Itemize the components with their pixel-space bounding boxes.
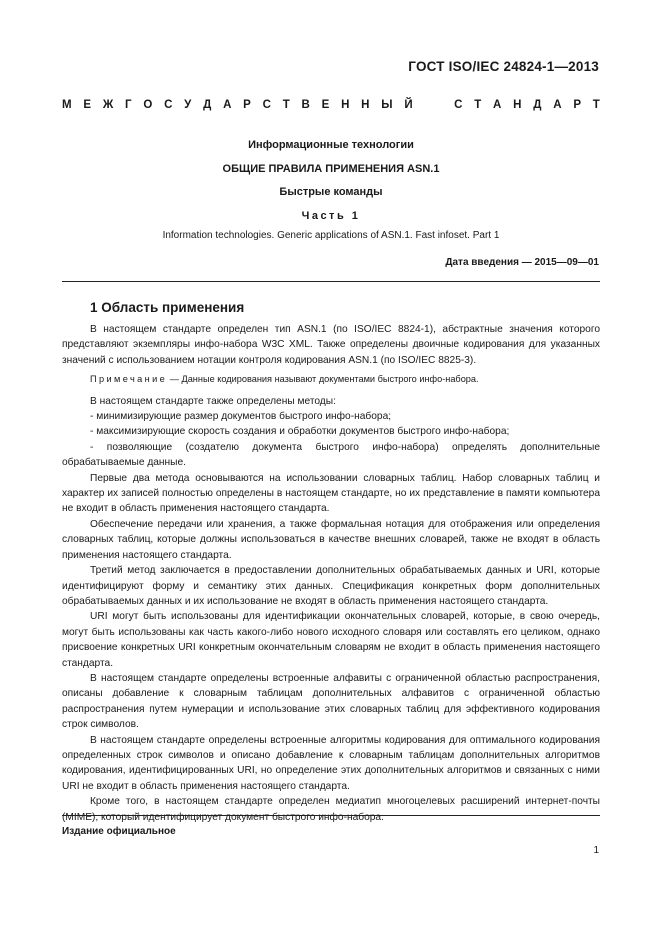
standard-type-letter: Т	[282, 99, 290, 111]
paragraph: Кроме того, в настоящем стандарте определен медиатип многоцелевых расширений интернет-почты (MIME), который идентифицирует документ быстрого инфо-набора.	[62, 796, 600, 823]
title-english: Information technologies. Generic applications of ASN.1. Fast infoset. Part 1	[162, 229, 500, 241]
paragraph: В настоящем стандарте также определены методы:	[90, 395, 336, 407]
section-title: 1 Область применения	[90, 300, 245, 315]
standard-type-letter: С	[262, 99, 271, 111]
title-block	[62, 139, 600, 242]
paragraph: Обеспечение передачи или хранения, а также формальная нотация для отображения или определения словарных таблиц, которые должны использоваться в качестве внешних словарей, также не входят в область применения настоящего стандарта.	[62, 518, 600, 561]
standard-type-letter: М	[62, 99, 72, 111]
standard-type-letter: А	[493, 99, 502, 111]
note-text: — Данные кодирования называют документами быстрого инфо-набора.	[167, 374, 479, 385]
standard-type-letter: Н	[361, 99, 370, 111]
standard-type-letter: А	[223, 99, 232, 111]
note-label: Примечание	[90, 374, 168, 385]
standard-type-letter: Д	[533, 99, 542, 111]
title-subject: Информационные технологии	[248, 139, 414, 151]
standard-type-letter: С	[454, 99, 463, 111]
standard-type-letter: Ы	[381, 99, 393, 111]
standard-type-letter: Н	[341, 99, 350, 111]
standard-type-letter: Д	[203, 99, 212, 111]
title-main: ОБЩИЕ ПРАВИЛА ПРИМЕНЕНИЯ ASN.1	[222, 162, 440, 175]
list-item: - позволяющие (создателю документа быстрого инфо-набора) определять дополнительные обрабатываемые данные.	[62, 441, 600, 469]
paragraph: В настоящем стандарте определены встроенные алфавиты с ограниченной областью распространения, описаны добавление к словарным таблицам дополнительных алфавитов с ограниченной областью распространения путем нумерации и использование этих словарных таблиц для эффективного кодирования строк символов.	[62, 672, 600, 731]
standard-type-letter: Н	[513, 99, 522, 111]
standard-type-letter: Т	[474, 99, 482, 111]
standard-type-letter: В	[301, 99, 310, 111]
list-item: - минимизирующие размер документов быстрого инфо-набора;	[90, 411, 392, 423]
footer-divider	[62, 815, 600, 816]
standard-type-letter: Ж	[102, 99, 114, 111]
standard-type-letter: А	[553, 99, 562, 111]
paragraph: URI могут быть использованы для идентификации окончательных словарей, которые, в свою очередь, могут быть использованы как часть какого-либо нового исходного словаря или составлять его целиком, однако присвоение конкретных URI конкретным окончательным словарям не входит в область применения настоящего стандарта.	[62, 611, 600, 669]
section-body	[62, 322, 600, 825]
standard-type-heading	[62, 99, 600, 111]
standard-type-letter: Р	[243, 99, 251, 111]
list-item: - максимизирующие скорость создания и обработки документов быстрого инфо-набора;	[90, 426, 510, 438]
standard-type-letter: Т	[592, 99, 600, 111]
paragraph: Третий метод заключается в предоставлении дополнительных обрабатываемых данных и URI, которые идентифицируют форму и семантику этих данных. Спецификация конкретных форм дополнительных обрабатываемых данных и их использование не входят в область применения настоящего стандарта.	[62, 565, 600, 607]
introduction-date: Дата введения — 2015—09—01	[445, 257, 599, 268]
document-code: ГОСТ ISO/IEC 24824-1—2013	[408, 59, 599, 74]
standard-type-letter: Е	[321, 99, 330, 111]
standard-type-letter: Е	[83, 99, 92, 111]
page-number: 1	[593, 845, 599, 856]
word-gap	[424, 99, 442, 111]
title-part: Часть 1	[301, 209, 361, 222]
paragraph: Первые два метода основываются на использовании словарных таблиц. Набор словарных таблиц и характер их записей полностью определены в настоящем стандарте, но их представление в памяти компьютера не входит в область применения настоящего стандарта.	[62, 472, 600, 515]
paragraph: В настоящем стандарте определены встроенные алгоритмы кодирования для оптимального кодирования определенных строк символов и описано добавление к словарным таблицам дополнительных алгоритмов кодирования, идентифицированных URI, но определение этих дополнительных алгоритмов и связанных с ними URI не входит в область применения настоящего стандарта.	[62, 734, 600, 792]
standard-type-letter: Р	[573, 99, 581, 111]
standard-type-letter: Й	[404, 99, 413, 111]
standard-type-letter: О	[143, 99, 153, 111]
standard-type-letter: Г	[125, 99, 132, 111]
header-divider	[62, 281, 600, 282]
standard-type-letter: У	[184, 99, 192, 111]
standard-type-letter: С	[164, 99, 173, 111]
title-subtitle: Быстрые команды	[279, 186, 383, 198]
edition-label: Издание официальное	[62, 826, 176, 837]
paragraph: В настоящем стандарте определен тип ASN.1 (по ISO/IEC 8824-1), абстрактные значения которого представляют экземпляры инфо-набора W3C XML. Также определены двоичные кодирования для указанных значений с использованием нотации контроля кодирования ASN.1 (по ISO/IEC 8825-3).	[62, 324, 600, 366]
note	[62, 372, 600, 387]
